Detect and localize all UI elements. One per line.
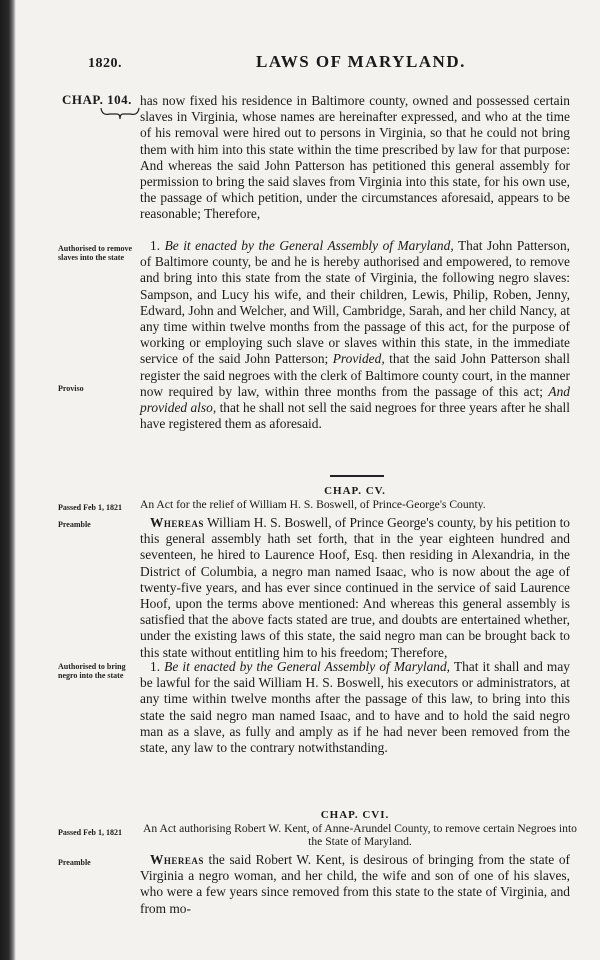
chap106-margin-preamble: Preamble — [58, 858, 91, 867]
proviso-phrase: Provided, — [332, 351, 385, 367]
chap104-preamble-text: has now fixed his residence in Baltimore county, owned and possessed certain slaves in Virginia, whose names are hereinafter expressed, and who at the time of his removal were hired out to persons in Virginia, so that he could not bring them with him into this state within the time prescribed by law for that purpose: And whereas the said John Patterson has petitioned this general assembly for permission to bring the said slaves from Virginia into this state, for his own use, the passage of which petition, under the circumstances aforesaid, appears to be reasonable; Therefore, — [140, 93, 570, 222]
chap104-margin-authorised: Authorised to remove slaves into the state — [58, 244, 133, 262]
chap105-section-text: That it shall and may be lawful for the said William H. S. Boswell, his executors or administrators, at any time within twelve months after the passage of this law, to bring into this state the said negro man named Isaac, and to have and to hold the said negro man as a slave, as fully and amply as if he had never been removed from the state, any law to the contrary notwithstanding. — [140, 659, 570, 756]
chap104-section-text: That John Patterson, of Baltimore county, be and he is hereby authorised and empowered, to remove and bring into this state from the state of Virginia, the following negro slaves: Sampson, and Lucy his wife, and their children, Lewis, Philip, Roben, Jenny, Edward, John and Welcher, and Will, Cambridge, Sarah, and her child Nancy, at any time within twelve months from the passage of this act, for the purpose of working or employing such slave or slaves within this state, in the immediate service of the said John Patterson; — [140, 238, 571, 367]
chap105-act-title: An Act for the relief of William H. S. Boswell, of Prince-George's County. — [140, 498, 486, 511]
chap105-heading: CHAP. CV. — [324, 485, 386, 497]
chap106-preamble — [140, 852, 570, 917]
whereas-word: Whereas — [150, 515, 204, 530]
chapter-reference: CHAP. 104. — [62, 92, 132, 107]
chap104-section-1 — [140, 238, 570, 432]
chap106-act-title: An Act authorising Robert W. Kent, of Anne-Arundel County, to remove certain Negroes into the State of Maryland. — [143, 822, 577, 848]
whereas-word: Whereas — [150, 852, 204, 867]
chap105-margin-authorised: Authorised to bring negro into the state — [58, 662, 126, 680]
enacting-clause: Be it enacted by the General Assembly of Maryland, — [164, 238, 454, 253]
page-binding-shadow — [0, 0, 16, 960]
chap105-margin-preamble: Preamble — [58, 520, 91, 529]
chap105-preamble — [140, 515, 570, 661]
chap106-passed-date: Passed Feb 1, 1821 — [58, 828, 122, 837]
page-year: 1820. — [88, 56, 122, 71]
section-number: 1. — [150, 659, 161, 674]
chap104-proviso-text-2: that he shall not sell the said negroes for three years after he shall have registered them as aforesaid. — [140, 400, 570, 432]
running-title: LAWS OF MARYLAND. — [256, 52, 466, 71]
enacting-clause: Be it enacted by the General Assembly of Maryland, — [164, 659, 451, 674]
chap105-section-1 — [140, 659, 570, 756]
chap104-preamble — [140, 93, 570, 223]
chap104-proviso-text: that the said John Patterson shall register the said negroes with the clerk of Baltimore county court, in the manner now required by law, within three months from the passage of this act; — [140, 351, 570, 399]
chap105-preamble-text: William H. S. Boswell, of Prince George's county, by his petition to this general assembly hath set forth, that in the year eighteen hundred and seventeen, he hired to Laurence Hoof, Esq. then residing in Alexandria, in the District of Columbia, a negro man named Isaac, who is now about the age of twenty-five years, and has ever since continued in the service of said Laurence Hoof, upon the terms above mentioned: And whereas this general assembly is satisfied that the above facts stated are true, and doubts are entertained whether, under the existing laws of this state, the said negro man can be brought back to this state without entitling him to his freedom; Therefore, — [140, 515, 570, 660]
chap105-passed-date: Passed Feb 1, 1821 — [58, 503, 122, 512]
section-divider — [330, 475, 384, 477]
chap106-heading: CHAP. CVI. — [320, 809, 390, 821]
section-number: 1. — [150, 238, 161, 253]
brace-ornament — [100, 106, 140, 120]
chap106-preamble-text: the said Robert W. Kent, is desirous of bringing from the state of Virginia a negro woman, and her child, the wife and son of one of his slaves, who were a few years since removed from this state to the state of Virginia, and from mo- — [140, 852, 570, 916]
chap104-margin-proviso: Proviso — [58, 384, 84, 393]
running-header — [88, 52, 568, 78]
provided-also-phrase: And provided also, — [140, 383, 570, 416]
